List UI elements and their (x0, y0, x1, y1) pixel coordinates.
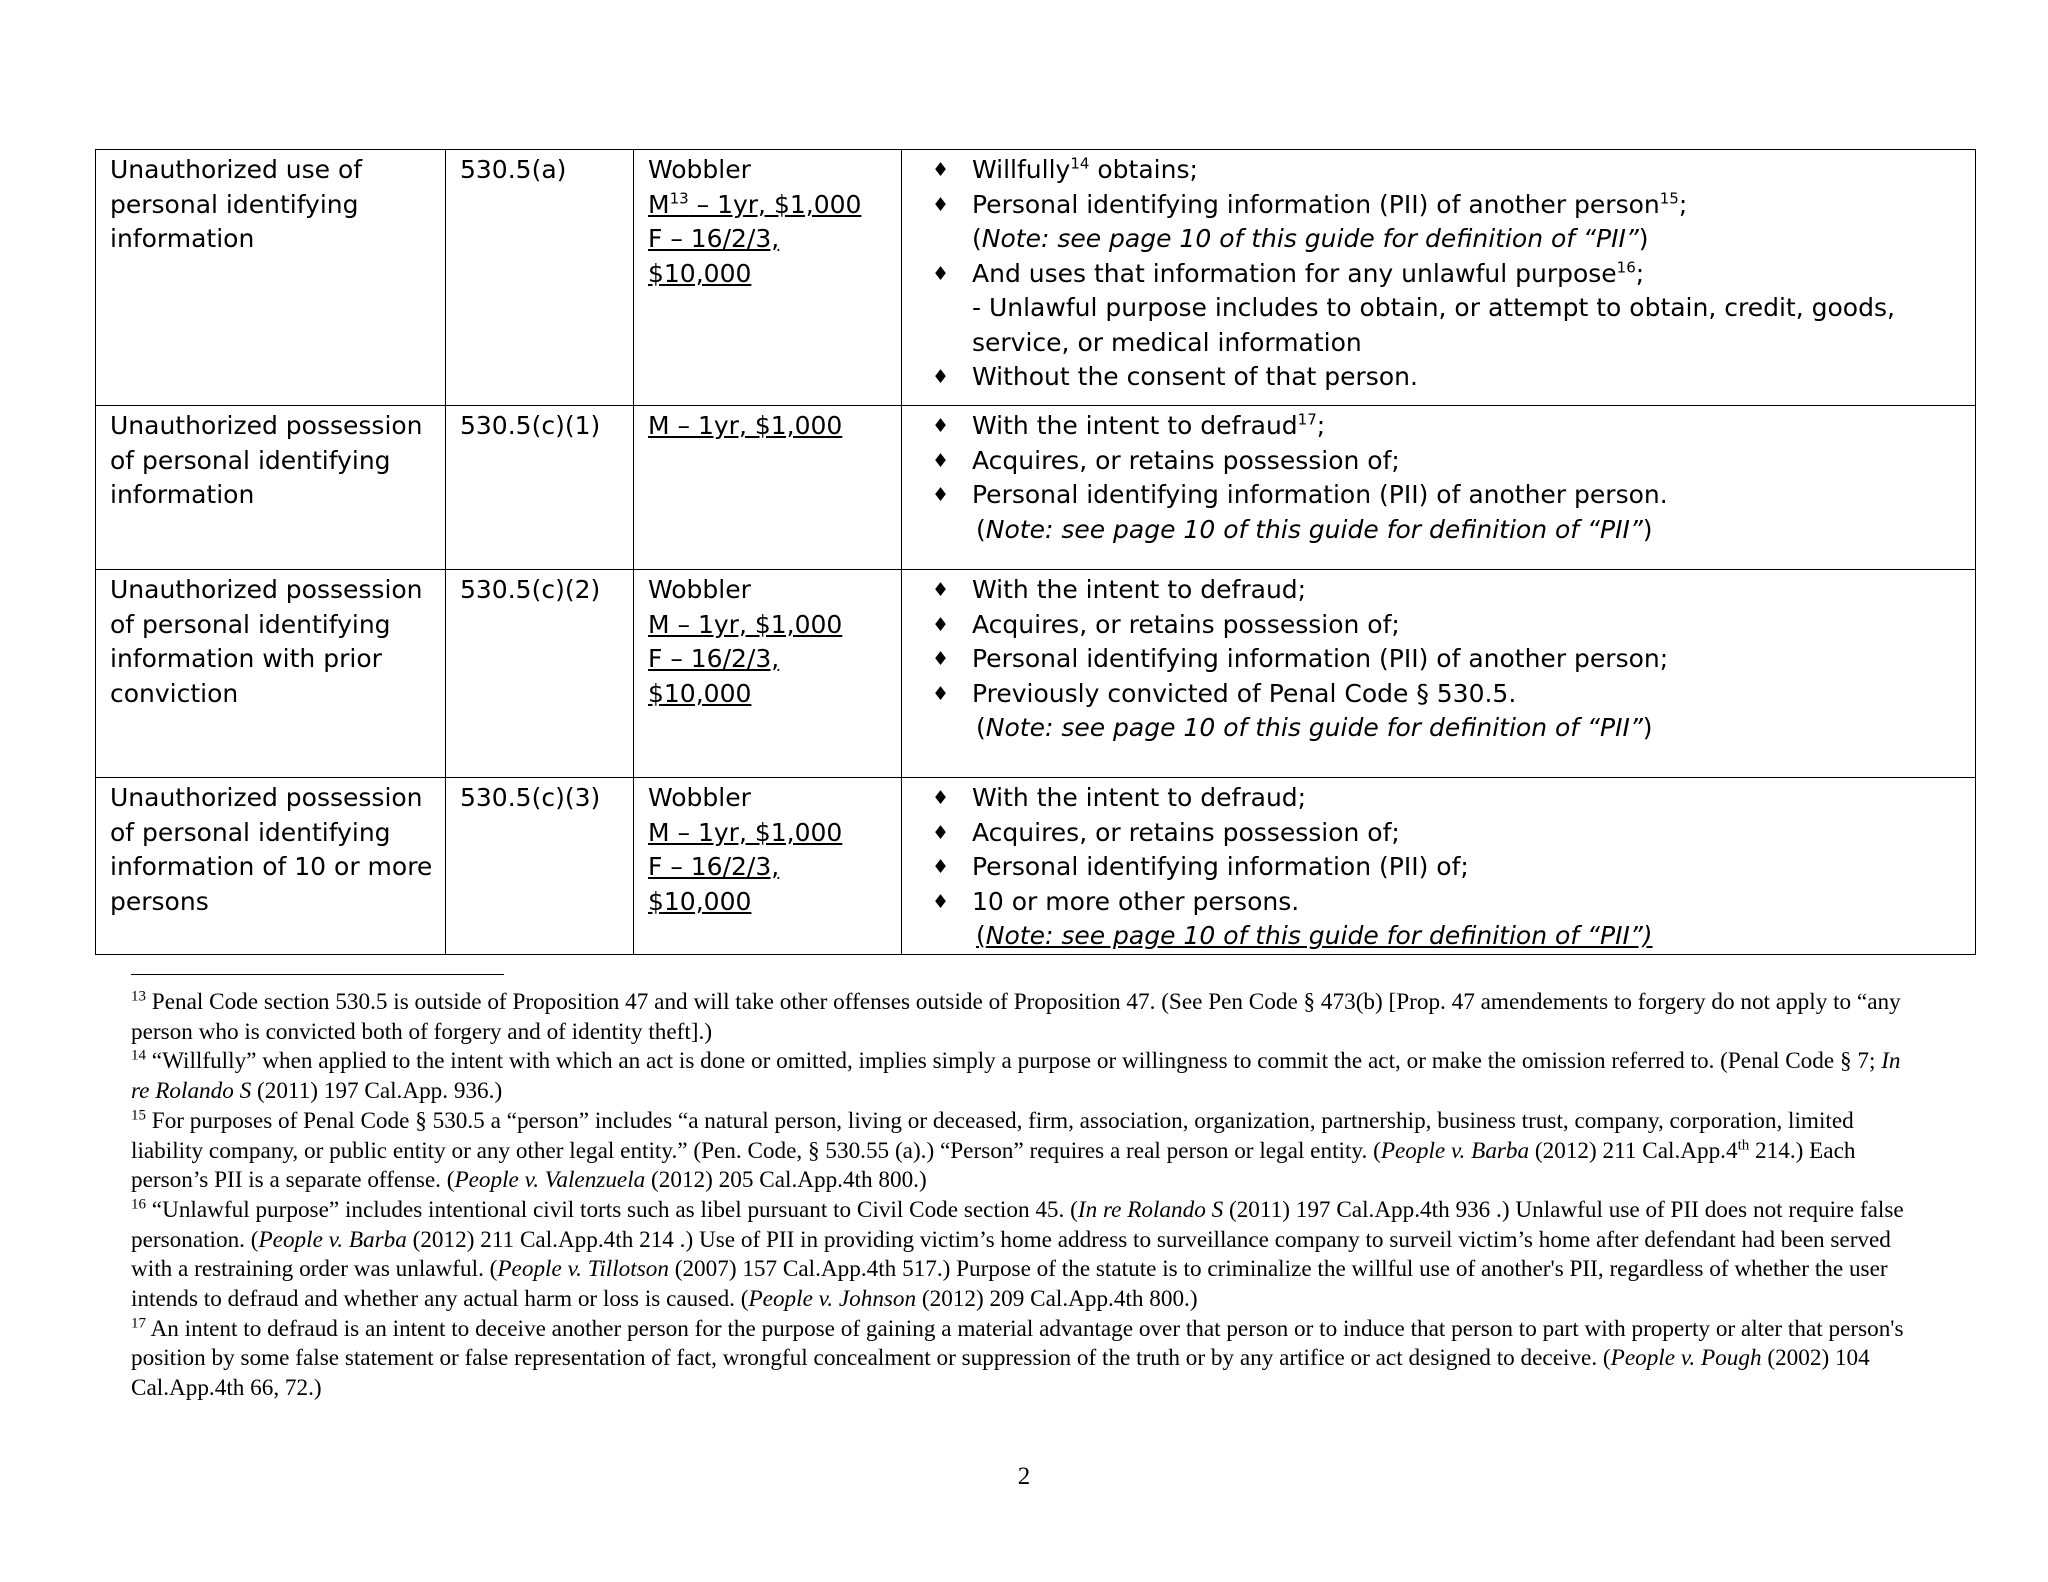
footnote-ref: 13 (669, 189, 689, 208)
elements-cell (902, 778, 1976, 955)
crime-cell (96, 406, 446, 570)
table-row (96, 778, 1976, 955)
pii-note: (Note: see page 10 of this guide for definition of “PII”) (976, 514, 1653, 544)
element-item: ♦ Without the consent of that person. (932, 360, 1967, 395)
punishment-cell (634, 570, 902, 778)
element-item: ♦ Personal identifying information (PII) of another person; (932, 642, 1967, 677)
crime-cell (96, 778, 446, 955)
code-section: 530.5(c)(3) (460, 783, 601, 812)
crime-cell (96, 570, 446, 778)
footnote-separator (131, 974, 504, 975)
punishment-misdemeanor: M – 1yr, $1,000 (648, 411, 843, 440)
footnote-17: $^{17}$ An intent to defraud is an intent to deceive another person for the purpose of gaining a material advantage over that person or to induce that person to part with property or alter that person's position by some false statement or false representation of fact, wrongful concealment or suppression of the truth or by any artifice or act designed to deceive. (People v. Pough (2002) 104 Cal.App.4th 66, 72.) (131, 1315, 1904, 1402)
punishment-felony: F – 16/2/3, (648, 852, 780, 881)
offense-table (95, 149, 1976, 955)
elements-list (932, 573, 1967, 746)
code-section: 530.5(a) (460, 155, 567, 184)
elements-list (932, 153, 1967, 395)
table-row (96, 570, 1976, 778)
crime-name: Unauthorized use of personal identifying information (110, 155, 363, 253)
elements-cell (902, 150, 1976, 406)
elements-list (932, 781, 1967, 954)
case-citation: People v. Barba (1380, 1137, 1530, 1164)
element-item: ♦ Acquires, or retains possession of; (932, 444, 1967, 479)
punishment-fine: $10,000 (648, 678, 752, 708)
case-citation: People v. Pough (1610, 1345, 1762, 1372)
crime-name: Unauthorized possession of personal identifying information (110, 411, 423, 509)
footnote-number: 15 (131, 1107, 146, 1124)
footnote-13: $^{13}$ Penal Code section 530.5 is outside of Proposition 47 and will take other offenses outside of Proposition 47. (See Pen Code § 473(b) [Prop. 47 amendements to forgery do not apply to “any person who is convicted both of forgery and of identity theft].) (131, 988, 1901, 1045)
pii-note: (Note: see page 10 of this guide for definition of “PII”) (972, 224, 1649, 253)
pii-note: (Note: see page 10 of this guide for definition of “PII”) (976, 713, 1653, 742)
footnote-number: 17 (131, 1315, 146, 1331)
case-citation: In re Rolando S (1077, 1196, 1224, 1223)
code-section: 530.5(c)(1) (460, 411, 601, 440)
case-citation: People v. Barba (258, 1226, 407, 1253)
table-row (96, 150, 1976, 406)
footnote-ref: 16 (1616, 258, 1636, 277)
code-cell (446, 778, 634, 955)
case-citation: People v. Valenzuela (454, 1167, 646, 1194)
element-item: ♦ Personal identifying information (PII) of another person. (932, 478, 1967, 513)
pii-note: (Note: see page 10 of this guide for definition of “PII”) (976, 921, 1653, 950)
crime-cell (96, 150, 446, 406)
elements-cell (902, 570, 1976, 778)
punishment-fine: $10,000 (648, 886, 752, 916)
code-cell (446, 570, 634, 778)
element-item: ♦ With the intent to defraud; (932, 573, 1967, 608)
element-item: ♦ Personal identifying information (PII) of; (932, 850, 1967, 885)
punishment-misdemeanor: $M^{13} - 1yr$, $1,000 (648, 189, 862, 219)
code-section: 530.5(c)(2) (460, 575, 601, 604)
page-number: 2 (1017, 1463, 1031, 1490)
footnote-ref: 14 (1070, 154, 1090, 173)
footnote-number: 16 (131, 1196, 146, 1213)
footnote-ref: 17 (1297, 410, 1317, 429)
punishment-label: Wobbler (648, 783, 751, 812)
footnotes (131, 988, 1911, 1404)
element-item: ♦ And uses that information for any unlawful purpose$^{16}$; (932, 257, 1967, 292)
element-item: ♦ Personal identifying information (PII) of another person$^{15}$; (932, 188, 1967, 223)
punishment-felony: F – 16/2/3, (648, 644, 780, 673)
code-cell (446, 150, 634, 406)
case-citation: In re Rolando S (131, 1048, 1901, 1105)
element-item: ♦ Acquires, or retains possession of; (932, 608, 1967, 643)
element-item: ♦ With the intent to defraud$^{17}$; (932, 409, 1967, 444)
element-subnote: - Unlawful purpose includes to obtain, or attempt to obtain, credit, goods, service, or medical information (972, 293, 1895, 357)
case-citation: People v. Tillotson (497, 1256, 669, 1283)
crime-name: Unauthorized possession of personal identifying information of 10 or more persons (110, 783, 433, 916)
punishment-cell (634, 778, 902, 955)
punishment-cell (634, 406, 902, 570)
footnote-15: $^{15}$ For purposes of Penal Code § 530.5 a “person” includes “a natural person, living or deceased, firm, association, organization, partnership, business trust, company, corporation, limited liability company, or public entity or any other legal entity.” (Pen. Code, § 530.55 (a).) “Person” requires a real person or legal entity. (People v. Barba (2012) 211 Cal.App.4th 214.) Each person’s PII is a separate offense. (People v. Valenzuela (2012) 205 Cal.App.4th 800.) (131, 1107, 1856, 1194)
punishment-misdemeanor: M – 1yr, $1,000 (648, 817, 843, 847)
footnote-14: $^{14}$ “Willfully” when applied to the intent with which an act is done or omitted, implies simply a purpose or willingness to commit the act, or make the omission referred to. (Penal Code § 7; In re Rolando S (2011) 197 Cal.App. 936.) (131, 1047, 1901, 1105)
element-item: ♦ 10 or more other persons. (932, 885, 1967, 920)
elements-cell (902, 406, 1976, 570)
code-cell (446, 406, 634, 570)
element-item: ♦ With the intent to defraud; (932, 781, 1967, 816)
punishment-cell (634, 150, 902, 406)
element-item: ♦ Willfully$^{14}$ obtains; (932, 153, 1967, 188)
punishment-felony: F – 16/2/3, (648, 224, 780, 253)
table-row (96, 406, 1976, 570)
footnote-number: 14 (131, 1047, 146, 1064)
footnote-16: $^{16}$ “Unlawful purpose” includes intentional civil torts such as libel pursuant to Civil Code section 45. (In re Rolando S (2011) 197 Cal.App.4th 936 .) Unlawful use of PII does not require false personation. (People v. Barba (2012) 211 Cal.App.4th 214 .) Use of PII in providing victim’s home address to surveillance company to surveil victim’s home after defendant had been served with a restraining order was unlawful. (People v. Tillotson (2007) 157 Cal.App.4th 517.) Purpose of the statute is to criminalize the willful use of another's PII, regardless of whether the user intends to defraud and whether any actual harm or loss is caused. (People v. Johnson (2012) 209 Cal.App.4th 800.) (131, 1196, 1904, 1313)
punishment-label: Wobbler (648, 575, 751, 604)
punishment-misdemeanor: M – 1yr, $1,000 (648, 609, 843, 639)
punishment-fine: $10,000 (648, 258, 752, 288)
crime-name: Unauthorized possession of personal identifying information with prior conviction (110, 575, 423, 708)
footnote-number: 13 (131, 988, 146, 1005)
punishment-label: Wobbler (648, 155, 751, 184)
case-citation: People v. Johnson (748, 1286, 917, 1313)
element-item: ♦ Acquires, or retains possession of; (932, 816, 1967, 851)
footnote-ref: 15 (1659, 189, 1679, 208)
elements-list (932, 409, 1967, 547)
element-item: ♦ Previously convicted of Penal Code § 530.5. (932, 677, 1967, 712)
